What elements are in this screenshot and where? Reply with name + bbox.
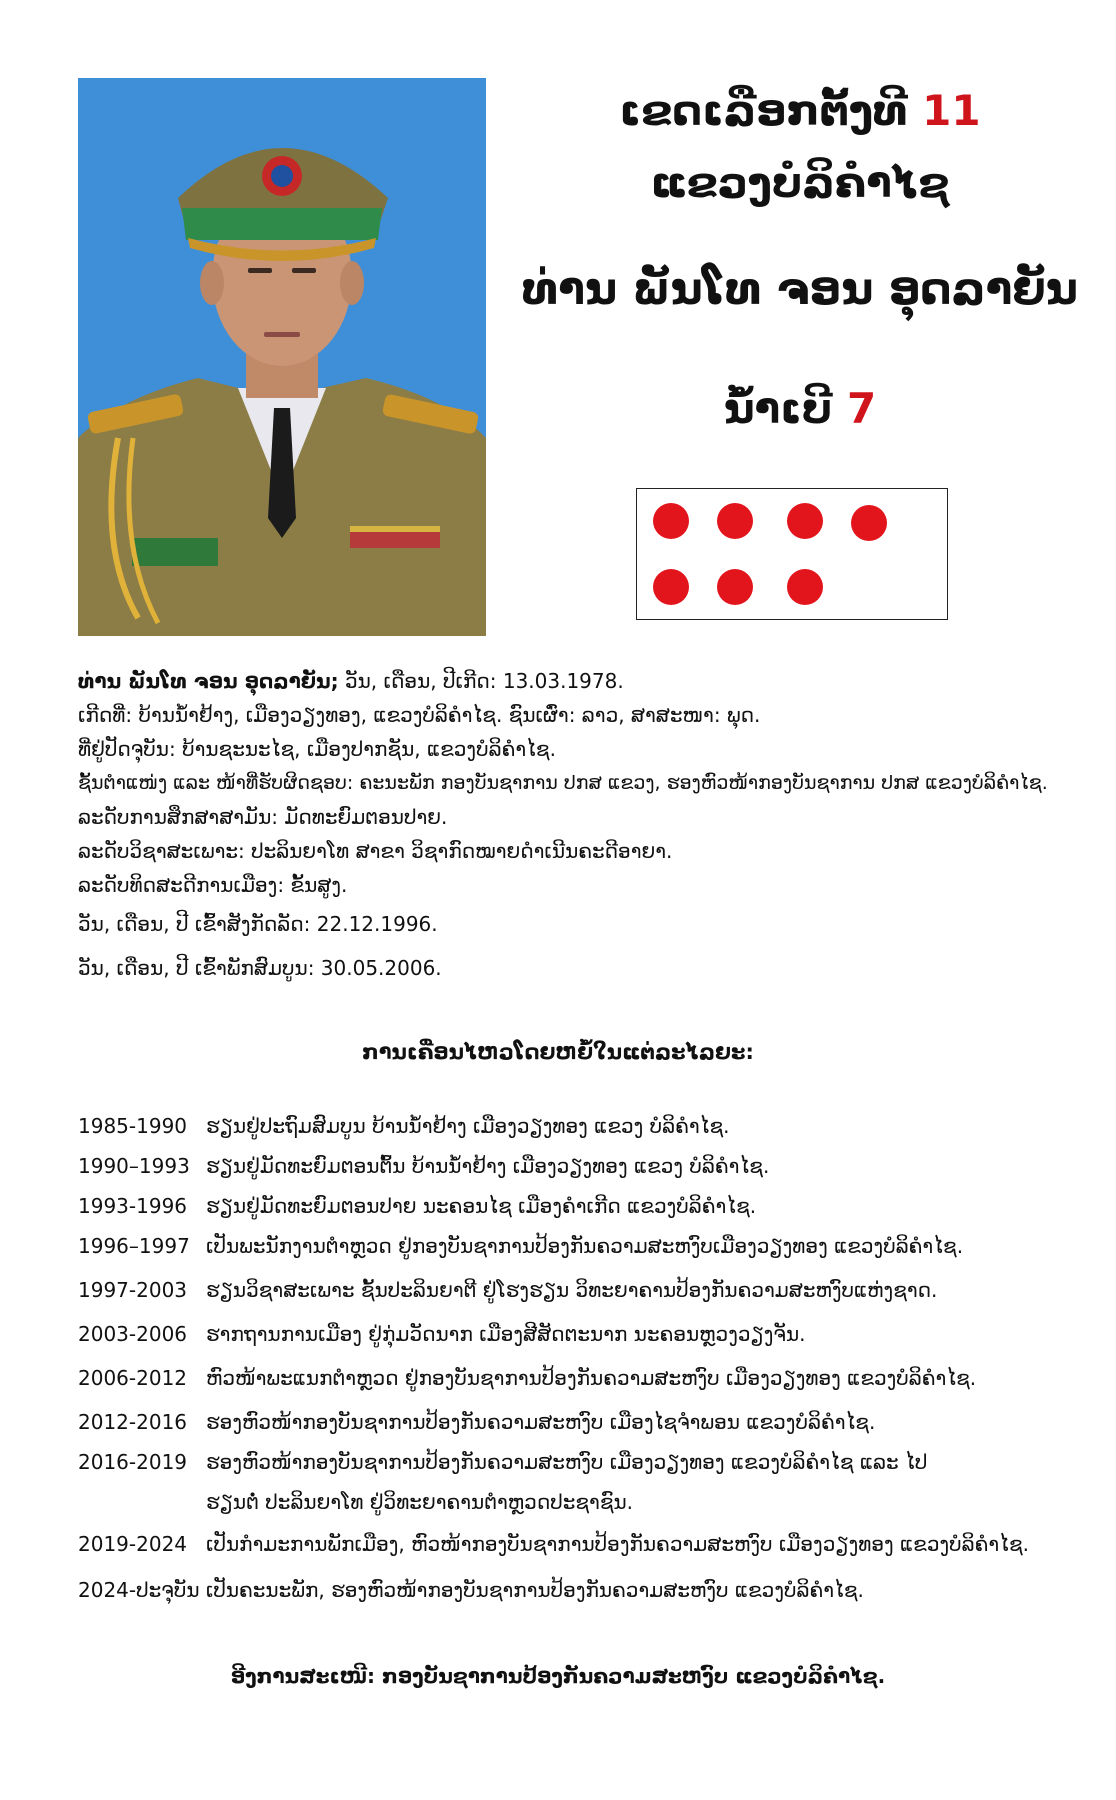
timeline-entry <box>78 1106 1108 1146</box>
timeline-entry <box>78 1270 1108 1310</box>
ballot-dot-icon <box>653 503 689 539</box>
portrait-photo-icon <box>78 78 486 636</box>
timeline-text: ຮອງຫົວໜ້າກອງບັນຊາການປ້ອງກັນຄວາມສະຫງົບ ເມືອງໄຊຈຳພອນ ແຂວງບໍລິຄຳໄຊ. <box>206 1410 876 1434</box>
number-value: 7 <box>846 384 877 433</box>
timeline-text: ຮຽນວິຊາສະເພາະ ຊັ້ນປະລິນຍາຕີ ຢູ່ໂຮງຮຽນ ວິທະຍາຄານປ້ອງກັນຄວາມສະຫງົບແຫ່ງຊາດ. <box>206 1278 938 1302</box>
number-label: ນໍ້າເບີ <box>723 384 833 433</box>
candidate-name-heading: ທ່ານ ພັນໂທ ຈອນ ອຸດລາຍັນ <box>522 264 1078 315</box>
ballot-dot-icon <box>787 503 823 539</box>
candidate-number-heading <box>500 384 1100 433</box>
timeline-text: ຮຽນຢູ່ມັດທະຍົມຕອນປາຍ ນະຄອນໄຊ ເມືອງຄຳເກີດ ແຂວງບໍລິຄຳໄຊ. <box>206 1194 757 1218</box>
province-heading: ແຂວງບໍລິຄຳໄຊ <box>650 158 950 207</box>
timeline-text: ເປັນກຳມະການພັກເມືອງ, ຫົວໜ້າກອງບັນຊາການປ້ອງກັນຄວາມສະຫງົບ ເມືອງວຽງທອງ ແຂວງບໍລິຄຳໄຊ. <box>206 1532 1030 1556</box>
ballot-dot-icon <box>653 569 689 605</box>
info-row-name <box>78 664 1108 698</box>
timeline-entry <box>78 1314 1108 1354</box>
timeline-years: 2016-2019 <box>78 1450 188 1474</box>
info-joined-party: ວັນ, ເດືອນ, ປີ ເຂົ້າພັກສົມບູນ: 30.05.2006. <box>78 956 442 980</box>
timeline-entry <box>78 1442 1108 1522</box>
timeline-entry <box>78 1358 1108 1398</box>
timeline-years: 2019-2024 <box>78 1532 188 1556</box>
timeline-text: ຮຽນຢູ່ປະຖົມສົມບູນ ບ້ານນໍ້າຢ້າງ ເມືອງວຽງທອງ ແຂວງ ບໍລິຄຳໄຊ. <box>206 1114 730 1138</box>
timeline-text: 2024-ປະຈຸບັນ ເປັນຄະນະພັກ, ຮອງຫົວໜ້າກອງບັນຊາການປ້ອງກັນຄວາມສະຫງົບ ແຂວງບໍລິຄຳໄຊ. <box>78 1578 864 1602</box>
timeline-years: 2003-2006 <box>78 1322 188 1346</box>
timeline-years: 1990–1993 <box>78 1154 190 1178</box>
info-residence: ທີ່ຢູ່ປັດຈຸບັນ: ບ້ານຊະນະໄຊ, ເມືອງປາກຊັນ, ແຂວງບໍລິຄຳໄຊ. <box>78 737 556 761</box>
portrait-photo <box>78 78 486 636</box>
timeline-entry-last <box>78 1570 1108 1610</box>
timeline-years: 1993-1996 <box>78 1194 188 1218</box>
ballot-number-box <box>636 488 948 620</box>
timeline-years: 1996–1997 <box>78 1234 190 1258</box>
timeline-entry <box>78 1524 1108 1564</box>
timeline-list <box>78 1106 1108 1610</box>
district-label: ເຂດເລືອກຕັ້ງທີ <box>619 86 908 135</box>
timeline-text: ເປັນພະນັກງານຕຳຫຼວດ ຢູ່ກອງບັນຊາການປ້ອງກັນຄວາມສະຫງົບເມືອງວຽງທອງ ແຂວງບໍລິຄຳໄຊ. <box>206 1234 964 1258</box>
ballot-dot-icon <box>717 503 753 539</box>
district-heading <box>500 86 1100 135</box>
ballot-dot-icon <box>787 569 823 605</box>
info-name: ທ່ານ ພັນໂທ ຈອນ ອຸດລາຍັນ; <box>78 669 339 693</box>
info-political-theory: ລະດັບທິດສະດີການເມືອງ: ຂັ້ນສູງ. <box>78 873 348 897</box>
info-birthplace: ເກີດທີ່: ບ້ານນໍ້າຢ້າງ, ເມືອງວຽງທອງ, ແຂວງບໍລິຄຳໄຊ. ຊົນເຜົ່າ: ລາວ, ສາສະໜາ: ພຸດ. <box>78 703 761 727</box>
info-position: ຊັ້ນຕຳແໜ່ງ ແລະ ໜ້າທີ່ຮັບຜິດຊອບ: ຄະນະພັກ ກອງບັນຊາການ ປກສ ແຂວງ, ຮອງຫົວໜ້າກອງບັນຊາການ ປກສ ແຂວງບໍລິຄຳໄຊ. <box>78 772 1048 794</box>
timeline-text: ຮອງຫົວໜ້າກອງບັນຊາການປ້ອງກັນຄວາມສະຫງົບ ເມືອງວຽງທອງ ແຂວງບໍລິຄຳໄຊ ແລະ ໄປຮຽນຕໍ່ ປະລິນຍາໂທ ຢູ່ວິທະຍາຄານຕຳຫຼວດປະຊາຊົນ. <box>206 1450 928 1514</box>
timeline-entry <box>78 1146 1108 1186</box>
timeline-years: 1997-2003 <box>78 1278 188 1302</box>
info-joined-organization: ວັນ, ເດືອນ, ປີ ເຂົ້າສັງກັດລັດ: 22.12.1996. <box>78 912 438 936</box>
ballot-dot-icon <box>717 569 753 605</box>
source-footer: ອີງການສະເໜີ: ກອງບັນຊາການປ້ອງກັນຄວາມສະຫງົບ ແຂວງບໍລິຄຳໄຊ. <box>230 1664 886 1688</box>
timeline-years: 2006-2012 <box>78 1366 188 1390</box>
timeline-entry <box>78 1186 1108 1226</box>
timeline-title: ການເຄື່ອນໄຫວໂດຍຫຍໍ້ໃນແຕ່ລະໄລຍະ: <box>362 1040 754 1064</box>
timeline-entry <box>78 1226 1108 1266</box>
district-number: 11 <box>922 86 981 135</box>
timeline-text: ຫົວໜ້າພະແນກຕຳຫຼວດ ຢູ່ກອງບັນຊາການປ້ອງກັນຄວາມສະຫງົບ ເມືອງວຽງທອງ ແຂວງບໍລິຄຳໄຊ. <box>206 1366 977 1390</box>
timeline-text: ຮາກຖານການເມືອງ ຢູ່ກຸ່ມວັດນາກ ເມືອງສີສັດຕະນາກ ນະຄອນຫຼວງວຽງຈັນ. <box>206 1322 806 1346</box>
biography-info <box>78 664 1108 990</box>
timeline-text: ຮຽນຢູ່ມັດທະຍົມຕອນຕົ້ນ ບ້ານນໍ້າຢ້າງ ເມືອງວຽງທອງ ແຂວງ ບໍລິຄຳໄຊ. <box>206 1154 770 1178</box>
info-general-education: ລະດັບການສຶກສາສາມັນ: ມັດທະຍົມຕອນປາຍ. <box>78 805 448 829</box>
ballot-dot-icon <box>851 505 887 541</box>
timeline-years: 1985-1990 <box>78 1114 188 1138</box>
timeline-entry <box>78 1402 1108 1442</box>
info-dob: ວັນ, ເດືອນ, ປີເກີດ: 13.03.1978. <box>344 669 624 693</box>
timeline-years: 2012-2016 <box>78 1410 188 1434</box>
info-specialized-education: ລະດັບວິຊາສະເພາະ: ປະລິນຍາໂທ ສາຂາ ວິຊາກົດໝາຍດຳເນີນຄະດີອາຍາ. <box>78 839 673 863</box>
